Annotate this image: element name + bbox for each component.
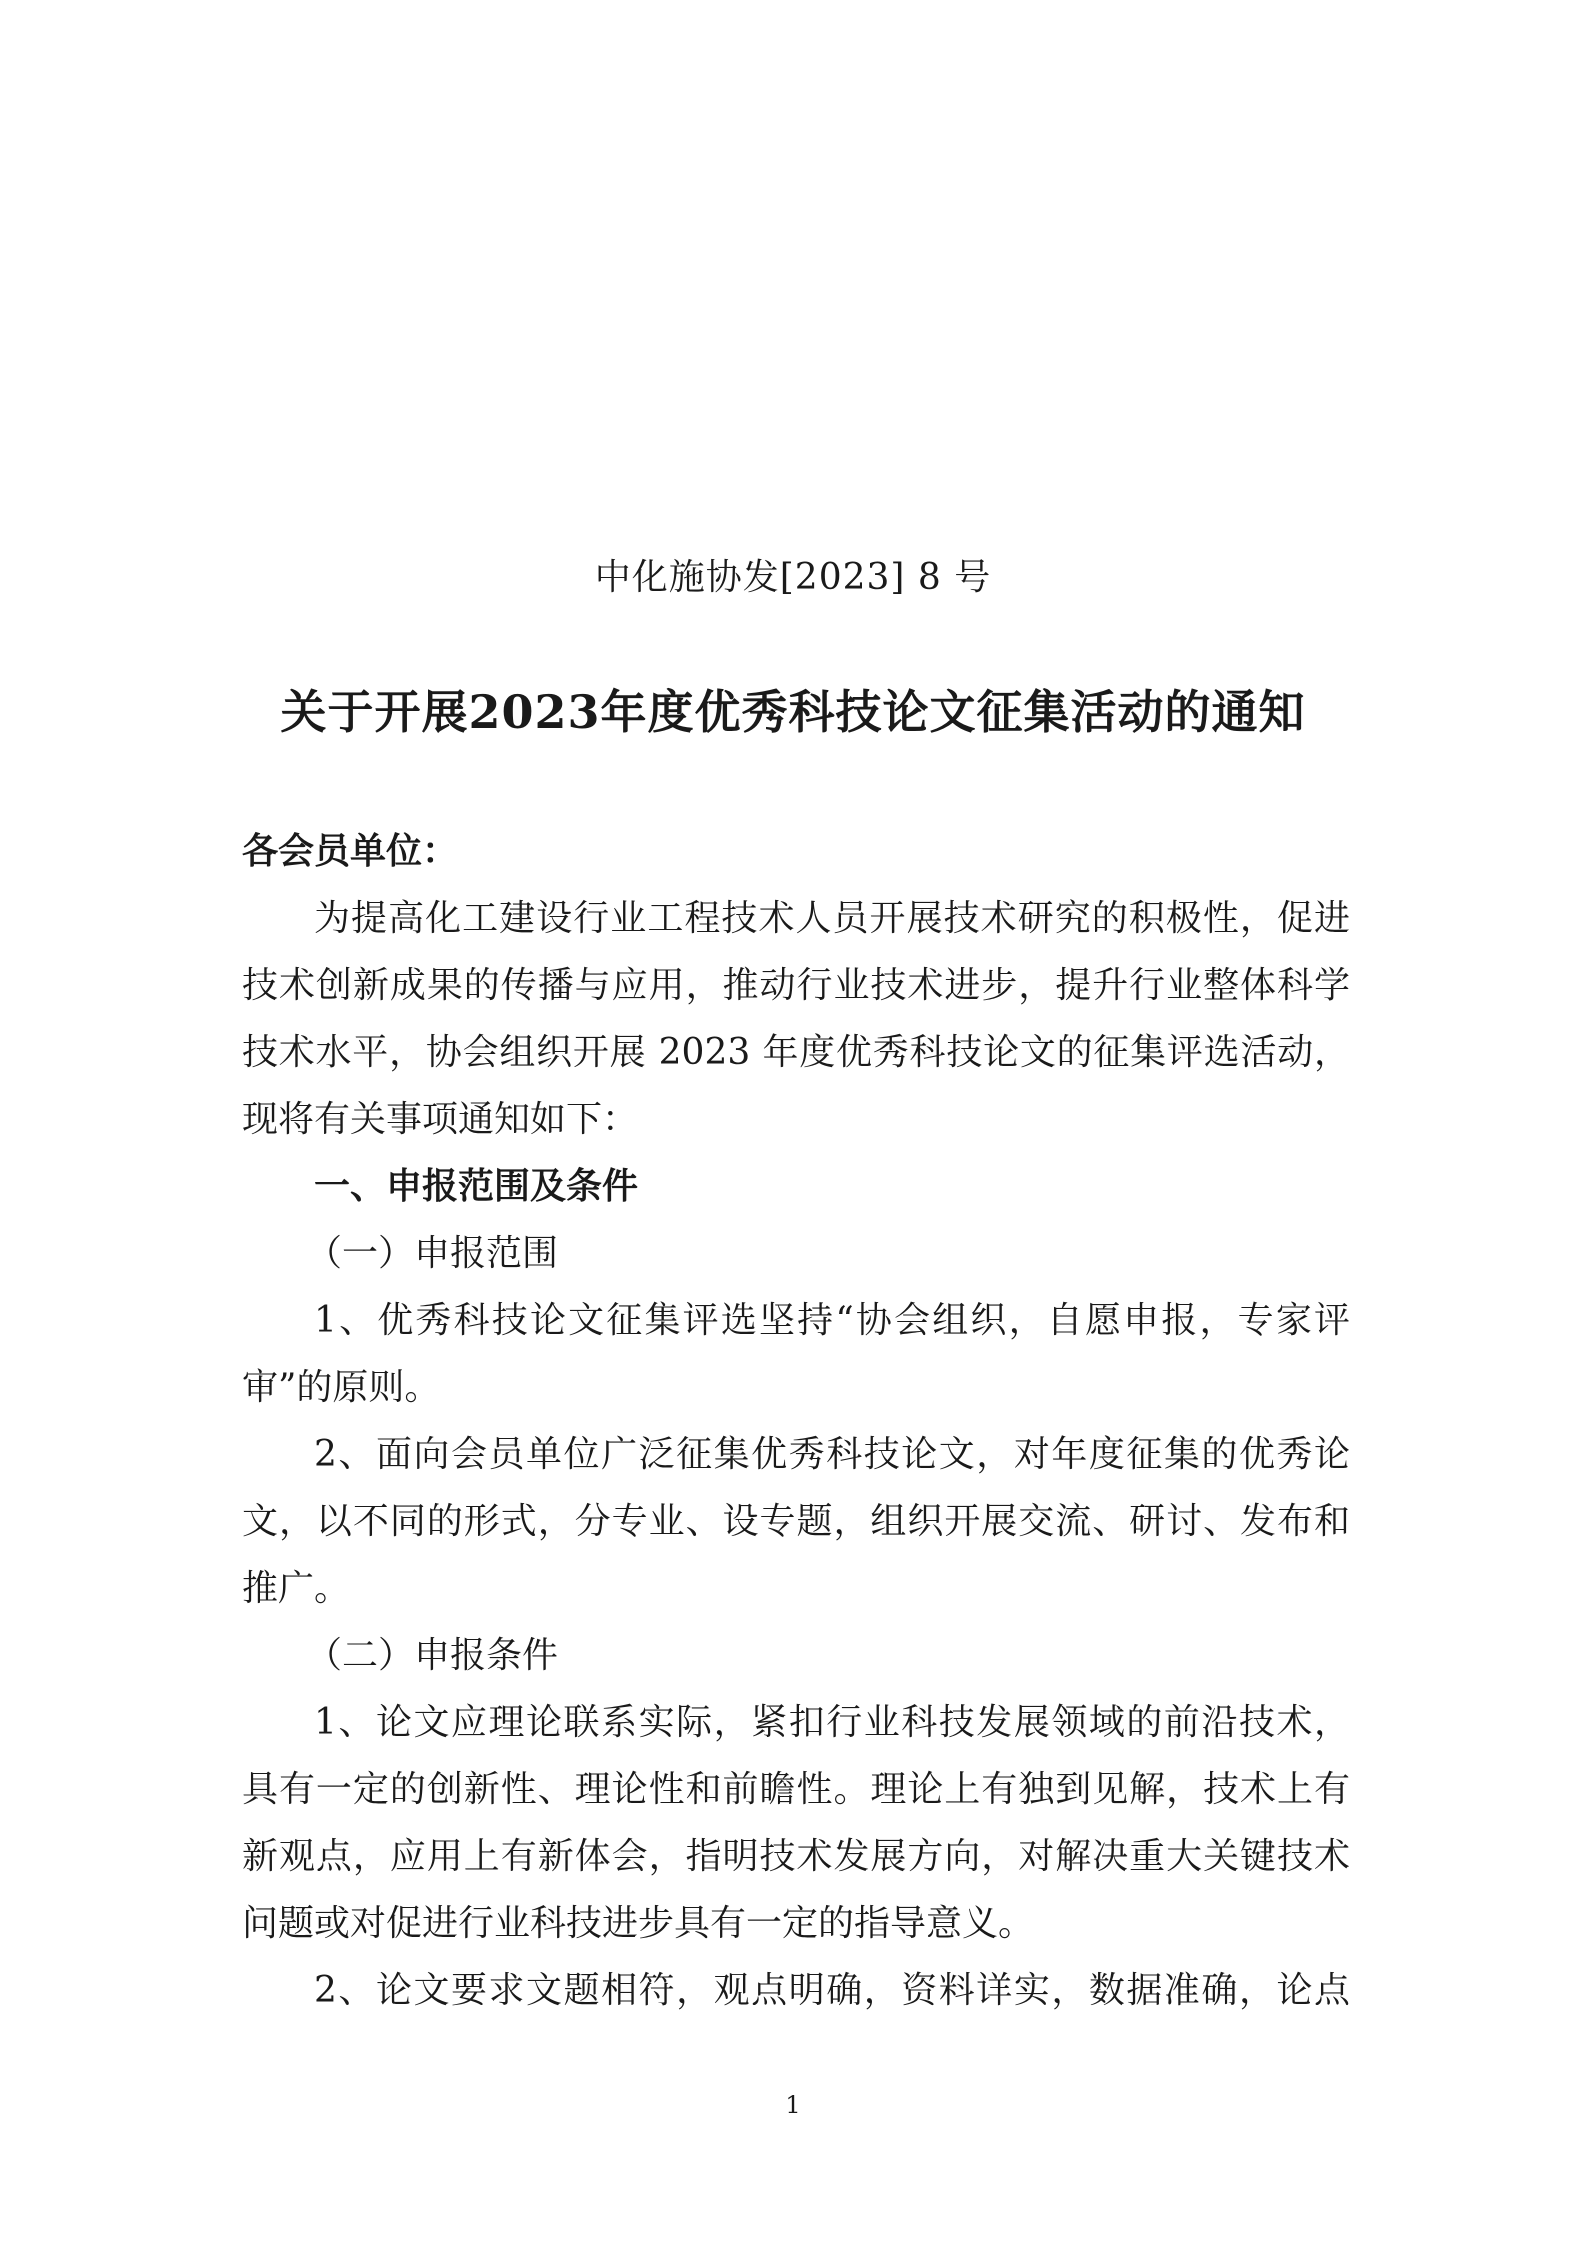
scope-item-1: [242, 1287, 1350, 1421]
page-number: 1: [785, 2091, 801, 2119]
document-title: 关于开展2023年度优秀科技论文征集活动的通知: [280, 685, 1306, 739]
paragraph-line: 推广。: [242, 1568, 351, 1609]
paragraph-line: 2、论文要求文题相符，观点明确，资料详实，数据准确，论点: [314, 1970, 1350, 2011]
scope-item-2: [242, 1421, 1350, 1622]
paragraph-line: 1、优秀科技论文征集评选坚持“协会组织，自愿申报，专家评: [314, 1300, 1350, 1341]
paragraph-line: 1、论文应理论联系实际，紧扣行业科技发展领域的前沿技术，: [314, 1702, 1350, 1743]
paragraph-line: 新观点，应用上有新体会，指明技术发展方向，对解决重大关键技术: [242, 1836, 1350, 1877]
paragraph-line: 现将有关事项通知如下：: [242, 1099, 639, 1140]
condition-item-1: [242, 1689, 1350, 1957]
paragraph-line: 技术创新成果的传播与应用，推动行业技术进步，提升行业整体科学: [242, 965, 1350, 1006]
paragraph-line: 文，以不同的形式，分专业、设专题，组织开展交流、研讨、发布和: [242, 1501, 1350, 1542]
paragraph-line: 为提高化工建设行业工程技术人员开展技术研究的积极性，促进: [314, 898, 1350, 939]
condition-item-2: [242, 1957, 1350, 2024]
salutation: 各会员单位：: [242, 830, 459, 872]
section-heading-1: 一、申报范围及条件: [314, 1165, 639, 1207]
paragraph-line: 技术水平，协会组织开展 2023 年度优秀科技论文的征集评选活动，: [242, 1032, 1350, 1073]
paragraph-line: 问题或对促进行业科技进步具有一定的指导意义。: [242, 1903, 1035, 1944]
subsection-heading-conditions: （二）申报条件: [306, 1635, 559, 1676]
paragraph-line: 审”的原则。: [242, 1367, 441, 1408]
subsection-heading-scope: （一）申报范围: [306, 1233, 559, 1274]
paragraph-line: 2、面向会员单位广泛征集优秀科技论文，对年度征集的优秀论: [314, 1434, 1350, 1475]
paragraph-line: 具有一定的创新性、理论性和前瞻性。理论上有独到见解，技术上有: [242, 1769, 1350, 1810]
intro-paragraph: [242, 885, 1350, 1153]
document-number: 中化施协发[2023] 8 号: [594, 557, 992, 598]
document-body: [242, 818, 1350, 2024]
